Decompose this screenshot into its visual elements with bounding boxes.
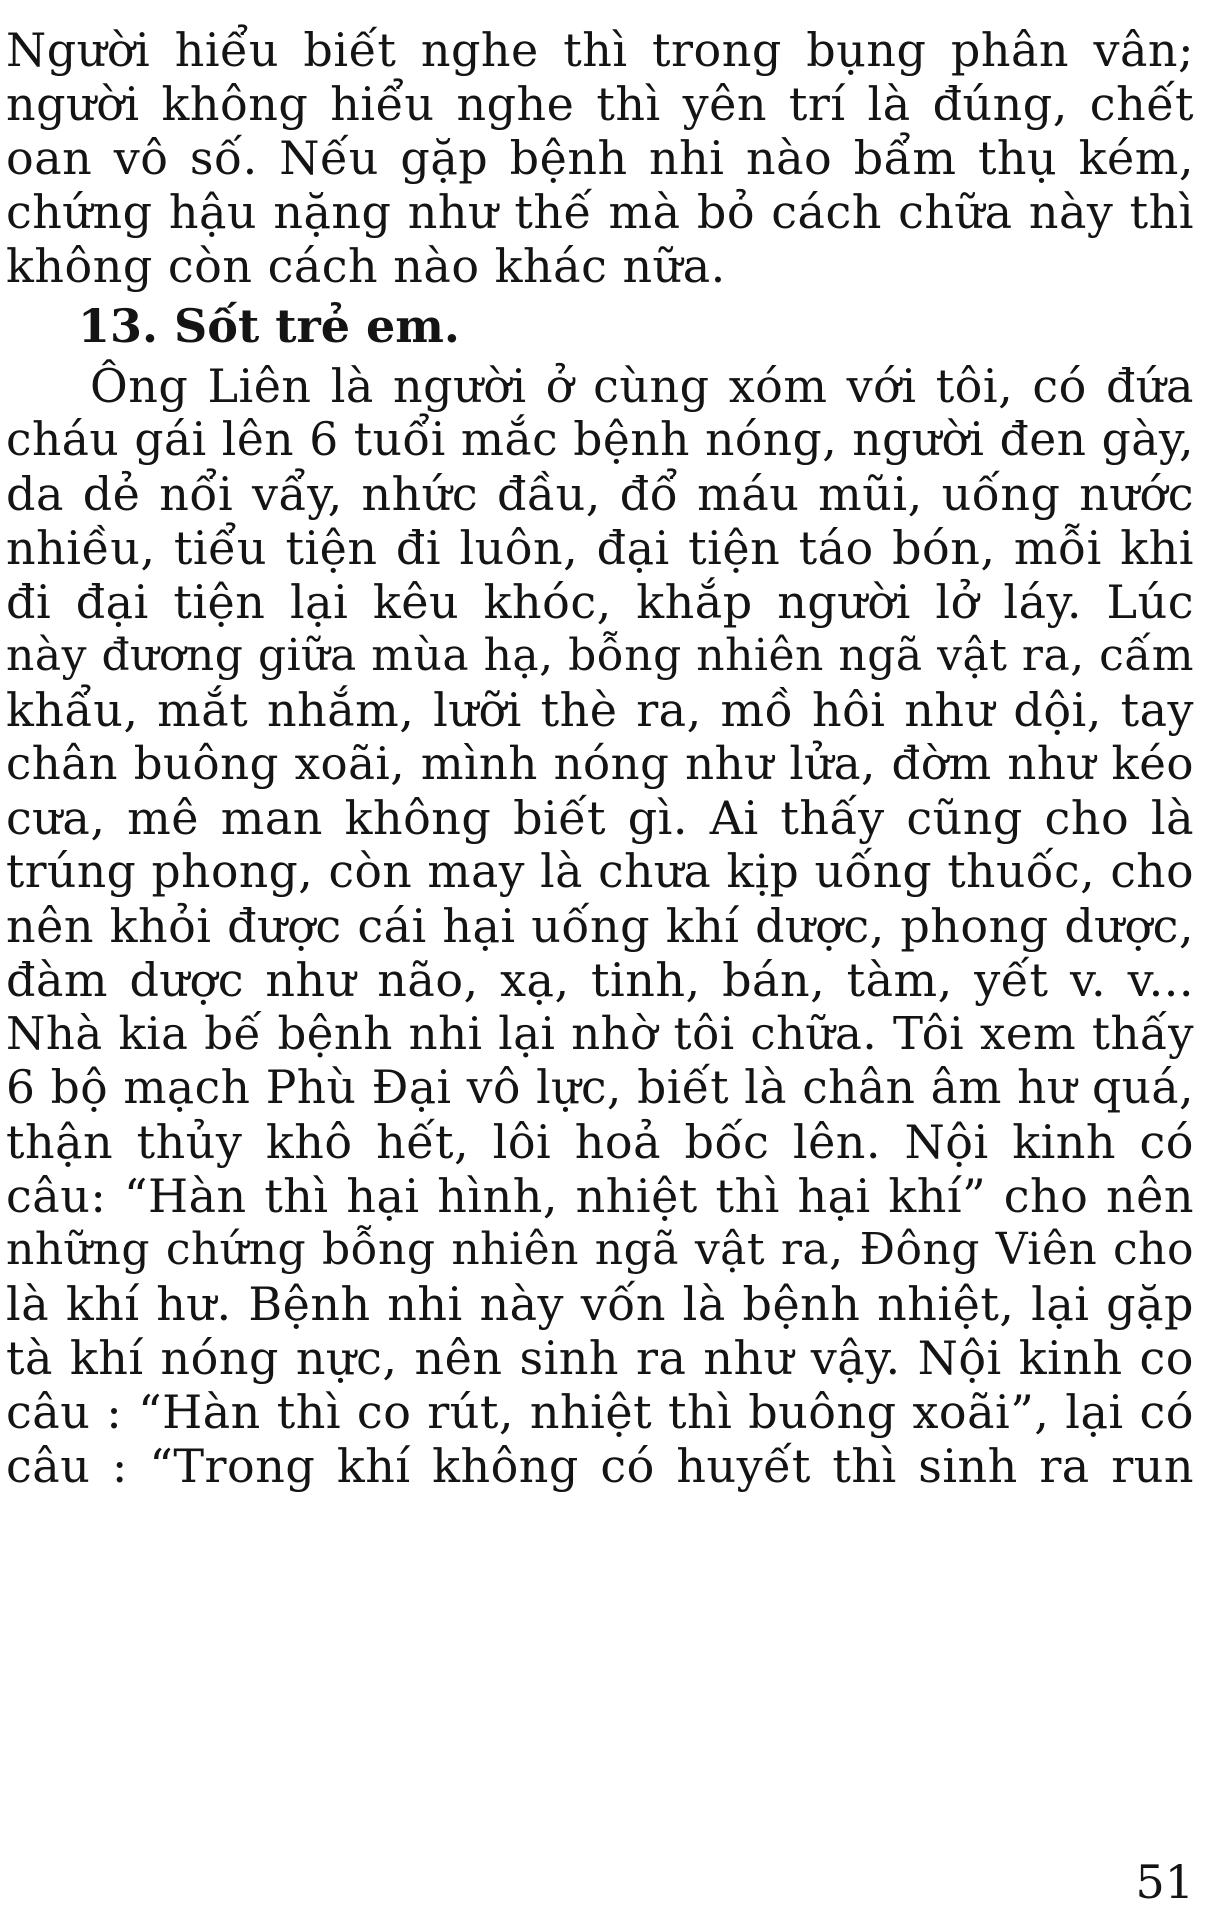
text-line: câu: “Hàn thì hại hình, nhiệt thì hại khí” cho nên — [6, 1169, 1194, 1223]
text-line: là khí hư. Bệnh nhi này vốn là bệnh nhiệt, lại gặp — [6, 1277, 1194, 1331]
text-line: 6 bộ mạch Phù Đại vô lực, biết là chân âm hư quá, — [6, 1061, 1194, 1114]
section-heading: 13. Sốt trẻ em. — [78, 299, 460, 353]
text-line: da dẻ nổi vẩy, nhức đầu, đổ máu mũi, uống nước — [6, 467, 1194, 521]
text-line: Ông Liên là người ở cùng xóm với tôi, có đứa — [90, 359, 1194, 413]
text-line: chân buông xoãi, mình nóng như lửa, đờm như kéo — [6, 737, 1194, 790]
text-line: cưa, mê man không biết gì. Ai thấy cũng cho là — [6, 791, 1194, 845]
text-line: cháu gái lên 6 tuổi mắc bệnh nóng, người đen gày, — [6, 413, 1194, 466]
page-number: 51 — [1135, 1855, 1194, 1909]
text-line: trúng phong, còn may là chưa kịp uống thuốc, cho — [6, 845, 1194, 898]
text-line: thận thủy khô hết, lôi hoả bốc lên. Nội kinh có — [6, 1115, 1194, 1169]
text-line: này đương giữa mùa hạ, bỗng nhiên ngã vật ra, cấm — [6, 630, 1194, 681]
text-line: đàm dược như não, xạ, tinh, bán, tàm, yết v. v... — [6, 953, 1194, 1007]
text-line: câu : “Hàn thì co rút, nhiệt thì buông xoãi”, lại có — [6, 1385, 1194, 1439]
text-line: tà khí nóng nực, nên sinh ra như vậy. Nội kinh co — [6, 1331, 1194, 1385]
text-line: nên khỏi được cái hại uống khí dược, phong dược, — [6, 899, 1194, 953]
text-line: Nhà kia bế bệnh nhi lại nhờ tôi chữa. Tôi xem thấy — [6, 1007, 1194, 1060]
text-line: Người hiểu biết nghe thì trong bụng phân vân; — [6, 23, 1194, 77]
text-line: không còn cách nào khác nữa. — [6, 239, 726, 293]
text-line: chứng hậu nặng như thế mà bỏ cách chữa này thì — [6, 185, 1194, 239]
text-line: đi đại tiện lại kêu khóc, khắp người lở láy. Lúc — [6, 575, 1194, 629]
text-line: những chứng bỗng nhiên ngã vật ra, Đông Viên cho — [6, 1224, 1194, 1275]
text-line: nhiều, tiểu tiện đi luôn, đại tiện táo bón, mỗi khi — [6, 521, 1194, 575]
text-line: câu : “Trong khí không có huyết thì sinh ra run — [6, 1439, 1194, 1493]
text-line: người không hiểu nghe thì yên trí là đúng, chết — [6, 77, 1194, 131]
text-line: khẩu, mắt nhắm, lưỡi thè ra, mồ hôi như dội, tay — [6, 683, 1194, 737]
text-line: oan vô số. Nếu gặp bệnh nhi nào bẩm thụ kém, — [6, 131, 1194, 185]
